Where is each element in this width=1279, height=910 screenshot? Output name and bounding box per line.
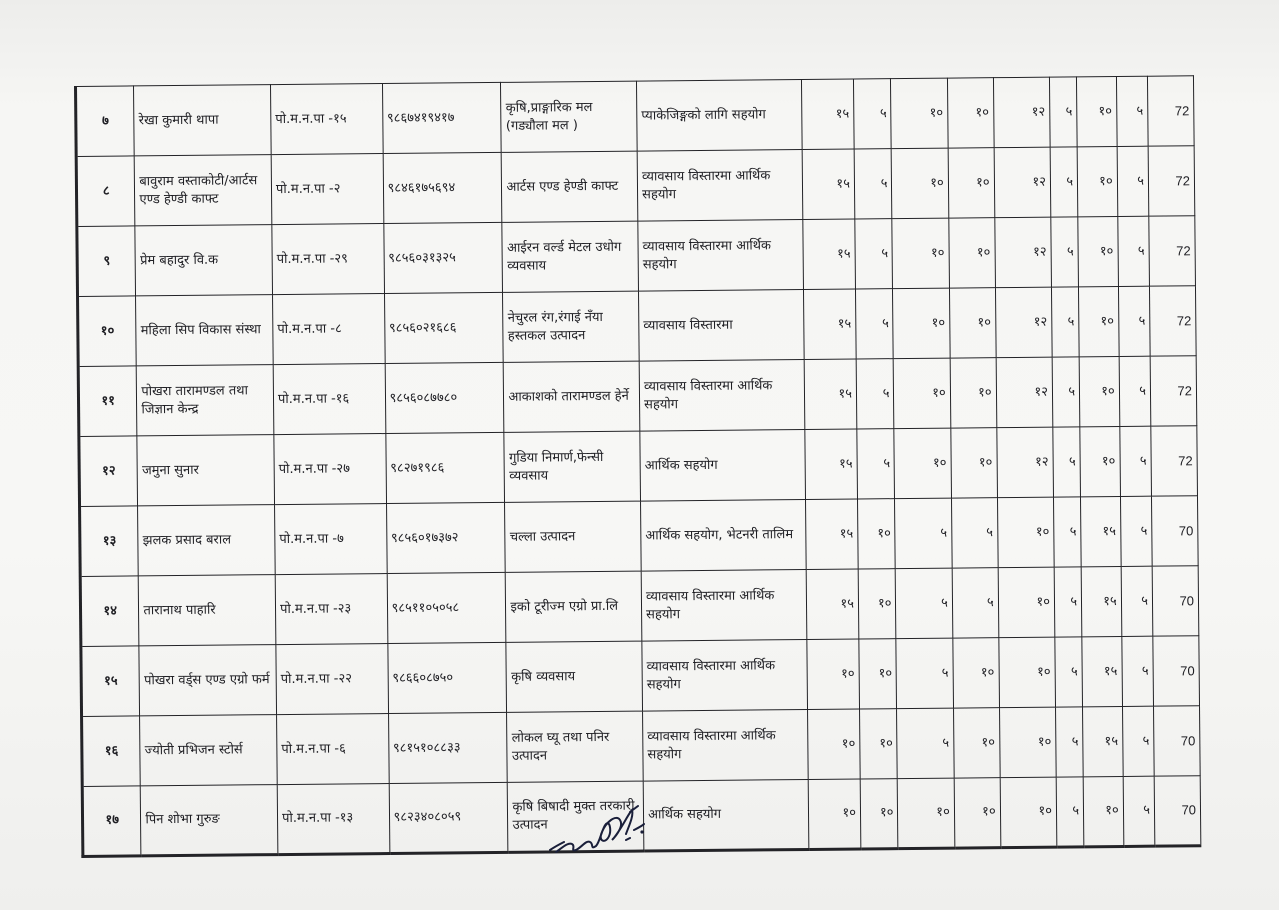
applicant-name-cell: पोखरा वर्ड्स एण्ड एग्रो फर्म [139,645,276,716]
score-cell: १० [894,358,951,429]
applicant-name-cell: महिला सिप विकास संस्था [136,295,273,366]
score-cell: १० [893,288,950,359]
score-cell: ५ [1122,636,1154,706]
table-row [82,706,1201,787]
score-cell: १० [860,779,898,849]
score-cell: ५ [1116,76,1148,146]
signature [546,792,656,862]
table-row [78,356,1197,437]
score-cell: ५ [855,219,893,289]
score-cell: १० [998,567,1055,638]
score-cell: १२ [994,147,1051,218]
support-type-cell: व्यावसाय विस्तारमा आर्थिक सहयोग [642,639,807,711]
score-cell: ५ [1051,287,1079,357]
score-cell: १२ [993,77,1050,148]
score-cell: १० [807,709,860,779]
phone-cell: ९८६७४१९४१७ [382,82,502,153]
score-cell: ५ [1051,217,1079,287]
score-cell: १० [999,707,1056,778]
score-cell: ५ [897,708,954,779]
applicant-name-cell: तारानाथ पाहारि [139,575,276,646]
business-cell: इको टूरीज्म एग्रो प्रा.लि [506,571,642,642]
score-cell: १२ [996,427,1053,498]
score-cell: १० [858,569,896,639]
ward-cell: पो.म.न.पा -१३ [277,784,389,855]
score-cell: १५ [1082,636,1122,706]
applicant-name-cell: पोखरा तारामण्डल तथा जिज्ञान केन्द्र [137,365,274,436]
score-cell: १५ [804,359,857,429]
ward-cell: पो.म.न.पा -२९ [272,224,384,295]
phone-cell: ९८५११०५०५८ [387,572,507,643]
serial-number-cell: १३ [80,506,139,577]
score-cell: ५ [853,79,891,149]
support-type-cell: व्यावसाय विस्तारमा [639,290,804,362]
score-cell: १० [949,288,996,358]
score-cell: ५ [1053,427,1081,497]
business-cell: कृषि,प्राङ्गारिक मल (गड्यौला मल ) [501,81,637,152]
score-cell: १५ [1083,706,1123,776]
support-type-cell: व्यावसाय विस्तारमा आर्थिक सहयोग [643,709,808,781]
table-row [76,76,1195,157]
score-cell: ५ [1120,496,1152,566]
support-type-cell: प्याकेजिङ्गको लागि सहयोग [637,80,802,152]
score-cell: १० [892,218,949,289]
score-cell: ५ [951,498,998,568]
applicant-name-cell: पिन शोभा गुरुङ [141,785,278,856]
serial-number-cell: ११ [78,366,137,437]
score-cell: १५ [806,569,859,639]
score-cell: १० [1079,356,1119,426]
score-cell: १० [891,78,948,149]
score-cell: १० [951,428,998,498]
table-row [79,426,1198,507]
serial-number-cell: १६ [82,716,141,787]
score-cell: ५ [1055,707,1083,777]
score-cell: १५ [803,219,856,289]
total-score-cell: 72 [1149,286,1196,356]
phone-cell: ९८६६०८७५० [387,642,507,713]
score-cell: १० [1078,216,1118,286]
score-cell: ५ [1055,637,1083,707]
score-cell: १० [859,709,897,779]
score-cell: १० [1000,777,1057,848]
support-type-cell: आर्थिक सहयोग, भेटनरी तालिम [641,499,806,571]
score-cell: ५ [1123,776,1155,846]
table-row [76,146,1195,227]
score-cell: ५ [854,149,892,219]
score-cell: १० [1077,146,1117,216]
phone-cell: ९८५६०३१३२५ [383,222,503,293]
score-cell: १० [859,639,897,709]
score-cell: ५ [1118,286,1150,356]
support-type-cell: व्यावसाय विस्तारमा आर्थिक सहयोग [641,569,806,641]
score-cell: १० [1080,426,1120,496]
serial-number-cell: १० [78,296,137,367]
ward-cell: पो.म.न.पा -८ [273,294,385,365]
ward-cell: पो.म.न.पा -२७ [274,434,386,505]
score-cell: ५ [1049,77,1077,147]
serial-number-cell: १५ [81,646,140,717]
score-cell: १० [1083,776,1123,846]
score-cell: १२ [995,287,1052,358]
score-cell: ५ [1122,706,1154,776]
business-cell: चल्ला उत्पादन [505,501,641,572]
score-cell: १० [949,218,996,288]
score-cell: ५ [1121,566,1153,636]
applicant-name-cell: जमुना सुनार [137,435,274,506]
score-cell: १० [898,778,955,849]
ward-cell: पो.म.न.पा -६ [277,714,389,785]
phone-cell: ९८२७१९८६ [385,432,505,503]
score-cell: १० [953,638,1000,708]
ward-cell: पो.म.न.पा -१५ [270,84,382,155]
applicant-name-cell: बावुराम वस्ताकोटी/आर्टस एण्ड हेण्डी काफ्ट [135,155,272,226]
score-cell: ५ [896,568,953,639]
total-score-cell: 72 [1149,216,1196,286]
score-cell: ५ [895,498,952,569]
ward-cell: पो.म.न.पा -२३ [275,574,387,645]
support-type-cell: आर्थिक सहयोग [640,430,805,502]
total-score-cell: 72 [1148,146,1195,216]
score-cell: १० [947,78,994,148]
score-cell: ५ [1053,497,1081,567]
score-cell: ५ [1117,146,1149,216]
support-type-cell: व्यावसाय विस्तारमा आर्थिक सहयोग [637,150,802,222]
score-cell: १० [948,148,995,218]
score-cell: १० [950,358,997,428]
score-cell: १५ [805,429,858,499]
total-score-cell: 70 [1152,566,1199,636]
total-score-cell: 72 [1150,356,1197,426]
score-cell: ५ [857,429,895,499]
table-row [77,216,1196,297]
business-cell: कृषि बिषादी मुक्त तरकारी उत्पादन [508,781,644,852]
serial-number-cell: १७ [82,786,141,857]
score-cell: ५ [1050,147,1078,217]
score-cell: १५ [801,79,854,149]
phone-cell: ९८१५१०८८३३ [388,712,508,783]
phone-cell: ९८५६०१७३७२ [386,502,506,573]
business-cell: आर्टस एण्ड हेण्डी काफ्ट [502,151,638,222]
serial-number-cell: ९ [77,226,136,297]
score-cell: १० [999,637,1056,708]
serial-number-cell: १४ [80,576,139,647]
applicant-name-cell: झलक प्रसाद बराल [138,505,275,576]
score-cell: ५ [1056,777,1084,847]
total-score-cell: 70 [1153,636,1200,706]
table-row [78,286,1197,367]
total-score-cell: 70 [1154,706,1201,776]
ward-cell: पो.म.न.पा -२ [271,154,383,225]
score-cell: १० [997,497,1054,568]
phone-cell: ९८५६०८७७८० [385,362,505,433]
support-type-cell: आर्थिक सहयोग [643,779,808,851]
score-cell: ५ [896,638,953,709]
table-row [81,636,1200,717]
applicant-name-cell: ज्योती प्रभिजन स्टोर्स [140,715,277,786]
applicant-name-cell: रेखा कुमारी थापा [134,85,271,156]
score-cell: ५ [855,289,893,359]
score-cell: १० [807,639,860,709]
score-cell: १५ [1081,566,1121,636]
score-cell: १० [1077,76,1117,146]
score-cell: १२ [996,357,1053,428]
beneficiary-score-table [74,75,1201,858]
total-score-cell: 70 [1154,776,1201,846]
score-cell: ५ [1054,567,1082,637]
total-score-cell: 70 [1151,496,1198,566]
applicant-name-cell: प्रेम बहादुर वि.क [135,225,272,296]
score-cell: १० [954,778,1001,848]
support-type-cell: व्यावसाय विस्तारमा आर्थिक सहयोग [638,220,803,292]
business-cell: गुडिया निमार्ण,फेन्सी व्यवसाय [504,431,640,502]
score-cell: १० [857,499,895,569]
ward-cell: पो.म.न.पा -१६ [273,364,385,435]
table-row [80,566,1199,647]
phone-cell: ९८५६०२१६८६ [384,292,504,363]
score-cell: ५ [856,359,894,429]
score-cell: १० [894,428,951,499]
business-cell: आईरन वर्ल्ड मेटल उधोग व्यवसाय [502,221,638,292]
table-row [80,496,1199,577]
score-cell: १२ [994,217,1051,288]
score-cell: १५ [1081,496,1121,566]
phone-cell: ९८४६१७५६९४ [383,152,503,223]
score-cell: ५ [1118,216,1150,286]
score-cell: ५ [1120,426,1152,496]
serial-number-cell: ८ [76,156,135,227]
score-cell: ५ [952,568,999,638]
score-cell: १० [953,708,1000,778]
support-type-cell: व्यावसाय विस्तारमा आर्थिक सहयोग [639,360,804,432]
business-cell: लोकल घ्यू तथा पनिर उत्पादन [507,711,643,782]
ward-cell: पो.म.न.पा -७ [275,504,387,575]
serial-number-cell: ७ [76,86,135,157]
score-cell: १० [808,779,861,849]
business-cell: नेचुरल रंग,रंगाई नँया हस्तकल उत्पादन [503,291,639,362]
total-score-cell: 72 [1147,76,1194,146]
score-cell: ५ [1052,357,1080,427]
score-cell: १५ [805,499,858,569]
phone-cell: ९८२३४०८०५९ [389,782,509,853]
ward-cell: पो.म.न.पा -२२ [276,644,388,715]
score-cell: १० [892,148,949,219]
business-cell: आकाशको तारामण्डल हेर्ने [504,361,640,432]
score-cell: १५ [802,149,855,219]
score-cell: ५ [1119,356,1151,426]
business-cell: कृषि व्यवसाय [506,641,642,712]
score-cell: १५ [803,289,856,359]
total-score-cell: 72 [1151,426,1198,496]
score-cell: १० [1079,286,1119,356]
serial-number-cell: १२ [79,436,138,507]
